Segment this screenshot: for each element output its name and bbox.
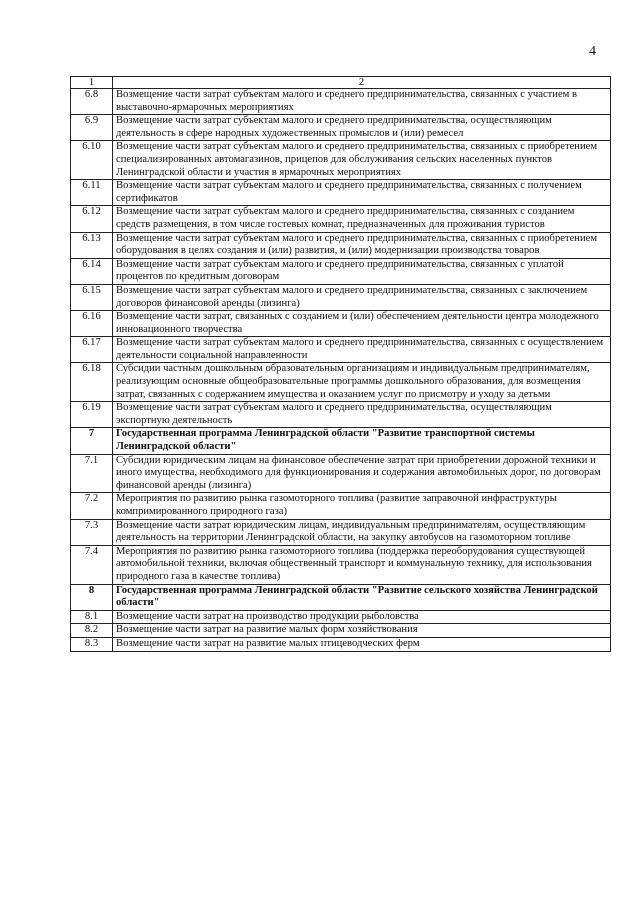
row-number: 6.12 <box>71 206 113 232</box>
program-title: Государственная программа Ленинградской области "Развитие транспортной системы Ленинградской области" <box>113 428 611 454</box>
row-number: 6.11 <box>71 180 113 206</box>
row-description: Мероприятия по развитию рынка газомоторного топлива (развитие заправочной инфраструктуры компримированного природного газа) <box>113 493 611 519</box>
header-col-description: 2 <box>113 77 611 89</box>
row-number: 6.19 <box>71 402 113 428</box>
table-row <box>71 519 611 545</box>
row-number: 6.9 <box>71 115 113 141</box>
table-row <box>71 206 611 232</box>
row-description: Возмещение части затрат на развитие малых форм хозяйствования <box>113 624 611 638</box>
row-number: 8.2 <box>71 624 113 638</box>
table-row <box>71 610 611 624</box>
row-description: Возмещение части затрат субъектам малого и среднего предпринимательства, связанных с созданием средств размещения, в том числе гостевых комнат, предназначенных для проживания туристов <box>113 206 611 232</box>
row-description: Возмещение части затрат субъектам малого и среднего предпринимательства, связанных с получением сертификатов <box>113 180 611 206</box>
table-body <box>71 89 611 652</box>
row-description: Возмещение части затрат субъектам малого и среднего предпринимательства, связанных с осуществлением деятельности социальной направленности <box>113 337 611 363</box>
table-header-row <box>71 77 611 89</box>
table-row <box>71 180 611 206</box>
program-title: Государственная программа Ленинградской области "Развитие сельского хозяйства Ленинградской области" <box>113 584 611 610</box>
row-number: 6.15 <box>71 284 113 310</box>
row-number: 6.16 <box>71 311 113 337</box>
row-description: Возмещение части затрат субъектам малого и среднего предпринимательства, осуществляющим экспортную деятельность <box>113 402 611 428</box>
table-row <box>71 545 611 584</box>
row-number: 7.2 <box>71 493 113 519</box>
table-row <box>71 624 611 638</box>
row-description: Субсидии частным дошкольным образовательным организациям и индивидуальным предпринимателям, реализующим основные общеобразовательные программы дошкольного образования, для возмещения затрат, связанных с содержанием имущества и оказанием услуг по присмотру и уходу за детьми <box>113 363 611 402</box>
row-number: 6.14 <box>71 258 113 284</box>
row-description: Возмещение части затрат на развитие малых птицеводческих ферм <box>113 637 611 651</box>
row-number: 7.1 <box>71 454 113 493</box>
row-number: 6.18 <box>71 363 113 402</box>
table-row <box>71 141 611 180</box>
row-description: Возмещение части затрат, связанных с созданием и (или) обеспечением деятельности центра молодежного инновационного творчества <box>113 311 611 337</box>
row-description: Возмещение части затрат субъектам малого и среднего предпринимательства, связанных с приобретением специализированных автомагазинов, прицепов для обслуживания сельских населенных пунктов Ленинградской области и участия в ярмарочных мероприятиях <box>113 141 611 180</box>
row-number: 7 <box>71 428 113 454</box>
row-description: Возмещение части затрат субъектам малого и среднего предпринимательства, осуществляющим деятельность в сфере народных художественных промыслов и (или) ремесел <box>113 115 611 141</box>
program-row <box>71 428 611 454</box>
row-number: 8.1 <box>71 610 113 624</box>
row-description: Возмещение части затрат субъектам малого и среднего предпринимательства, связанных с участием в выставочно-ярмарочных мероприятиях <box>113 89 611 115</box>
row-number: 7.4 <box>71 545 113 584</box>
row-number: 6.17 <box>71 337 113 363</box>
table-row <box>71 637 611 651</box>
table-row <box>71 232 611 258</box>
table-row <box>71 311 611 337</box>
row-number: 6.8 <box>71 89 113 115</box>
row-description: Субсидии юридическим лицам на финансовое обеспечение затрат при приобретении дорожной техники и иного имущества, необходимого для функционирования и содержания автомобильных дорог, по договорам финансовой аренды (лизинга) <box>113 454 611 493</box>
table-row <box>71 258 611 284</box>
row-number: 8 <box>71 584 113 610</box>
row-description: Возмещение части затрат юридическим лицам, индивидуальным предпринимателям, осуществляющим деятельность на территории Ленинградской области, на закупку автобусов на газомоторном топливе <box>113 519 611 545</box>
table-row <box>71 493 611 519</box>
row-number: 6.10 <box>71 141 113 180</box>
page-number: 4 <box>589 44 596 59</box>
row-description: Возмещение части затрат субъектам малого и среднего предпринимательства, связанных с приобретением оборудования в целях создания и (или) развития, и (или) модернизации производства товаров <box>113 232 611 258</box>
table-row <box>71 402 611 428</box>
row-description: Мероприятия по развитию рынка газомоторного топлива (поддержка переоборудования существующей автомобильной техники, включая общественный транспорт и коммунальную технику, для использования природного газа в качестве топлива) <box>113 545 611 584</box>
table-row <box>71 454 611 493</box>
header-col-number: 1 <box>71 77 113 89</box>
table-row <box>71 337 611 363</box>
table-row <box>71 115 611 141</box>
subsidy-table <box>70 76 611 652</box>
program-row <box>71 584 611 610</box>
table-row <box>71 284 611 310</box>
row-number: 7.3 <box>71 519 113 545</box>
table-row <box>71 363 611 402</box>
row-description: Возмещение части затрат на производство продукции рыболовства <box>113 610 611 624</box>
row-description: Возмещение части затрат субъектам малого и среднего предпринимательства, связанных с заключением договоров финансовой аренды (лизинга) <box>113 284 611 310</box>
row-number: 6.13 <box>71 232 113 258</box>
table-row <box>71 89 611 115</box>
row-number: 8.3 <box>71 637 113 651</box>
row-description: Возмещение части затрат субъектам малого и среднего предпринимательства, связанных с уплатой процентов по кредитным договорам <box>113 258 611 284</box>
